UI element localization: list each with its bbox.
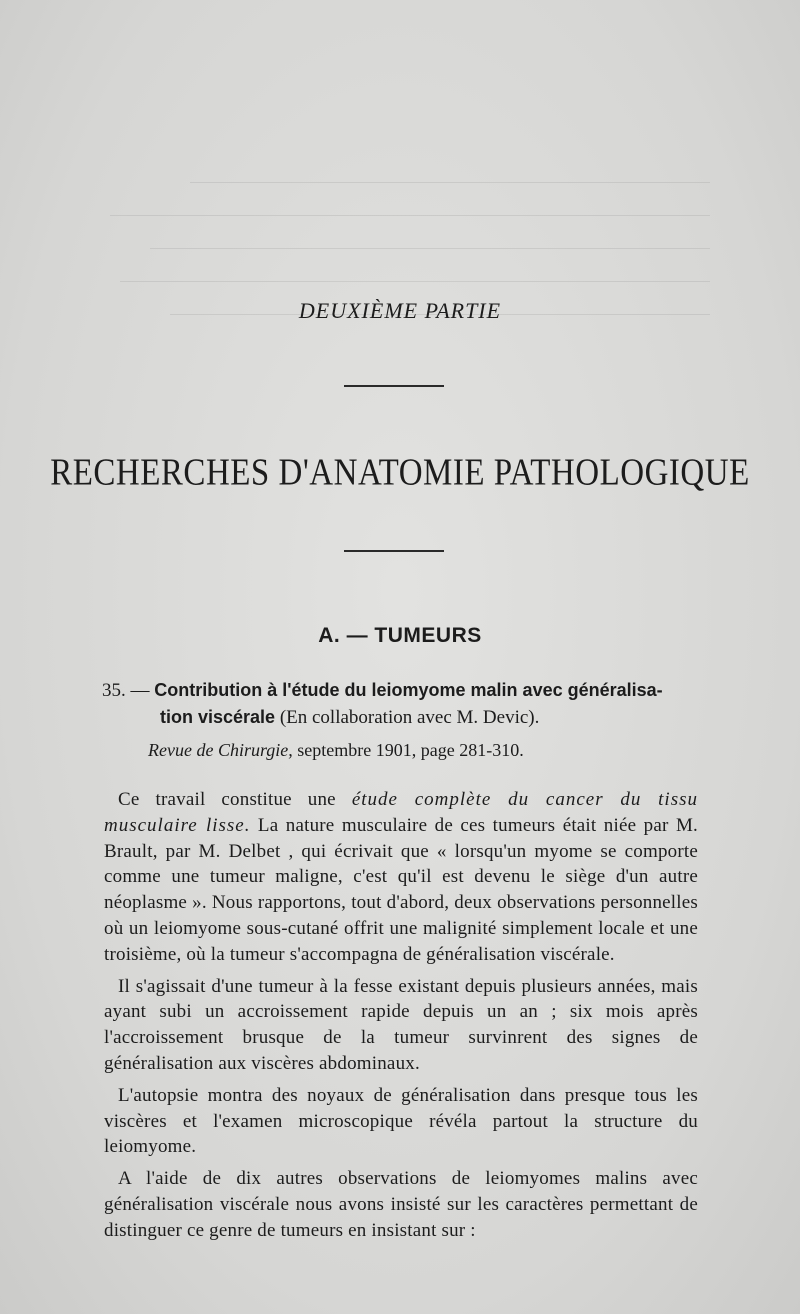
section-heading: A. — TUMEURS <box>318 624 482 647</box>
entry-title-bold-part: tion viscérale <box>160 707 276 727</box>
main-title: RECHERCHES D'ANATOMIE PATHOLOGIQUE <box>50 452 750 494</box>
entry-collaboration: (En collaboration avec M. Devic). <box>275 707 540 728</box>
journal-reference <box>148 740 524 761</box>
emphasized-text: étude complète du cancer du tissu musculaire lisse. <box>104 789 698 836</box>
bibliography-entry <box>102 677 702 731</box>
paragraph-text: Ce travail constitue une <box>118 789 352 810</box>
journal-name: Revue de Chirurgie, <box>148 740 293 760</box>
divider-rule <box>344 385 444 387</box>
divider-rule <box>344 550 444 552</box>
reference-details: septembre 1901, page 281-310. <box>292 740 524 760</box>
paragraph: A l'aide de dix autres observations de leiomyomes malins avec généralisation viscérale nous avons insisté sur les caractères permettant de distinguer ce genre de tumeurs en insistant sur : <box>104 1168 698 1241</box>
part-heading: DEUXIÈME PARTIE <box>298 298 502 323</box>
paragraph <box>104 787 698 968</box>
paragraph: Il s'agissait d'une tumeur à la fesse existant depuis plusieurs années, mais ayant subi un accroissement rapide depuis un an ; six mois après l'accroissement brusque de la tumeur survinrent des signes de généralisation aux viscères abdominaux. <box>104 975 698 1074</box>
paragraph: L'autopsie montra des noyaux de généralisation dans presque tous les viscères et l'examen microscopique révéla partout la structure du leiomyome. <box>104 1084 698 1158</box>
body-text <box>104 787 698 1250</box>
paragraph-text: La nature musculaire de ces tumeurs était niée par M. Brault, par M. Delbet , qui écrivait que « lorsqu'un myome se comporte comme une tumeur maligne, c'est qu'il est devenu le siège d'un autre néoplasme ». Nous rapportons, tout d'abord, deux observations personnelles où un leiomyome sous-cutané offrit une malignité simplement locale et une troisième, où la tumeur s'accompagna de généralisation viscérale. <box>104 814 698 965</box>
entry-title-line1: Contribution à l'étude du leiomyome malin avec généralisa- <box>154 680 663 700</box>
entry-number: 35. — <box>102 680 150 701</box>
entry-title-line2 <box>102 704 702 731</box>
